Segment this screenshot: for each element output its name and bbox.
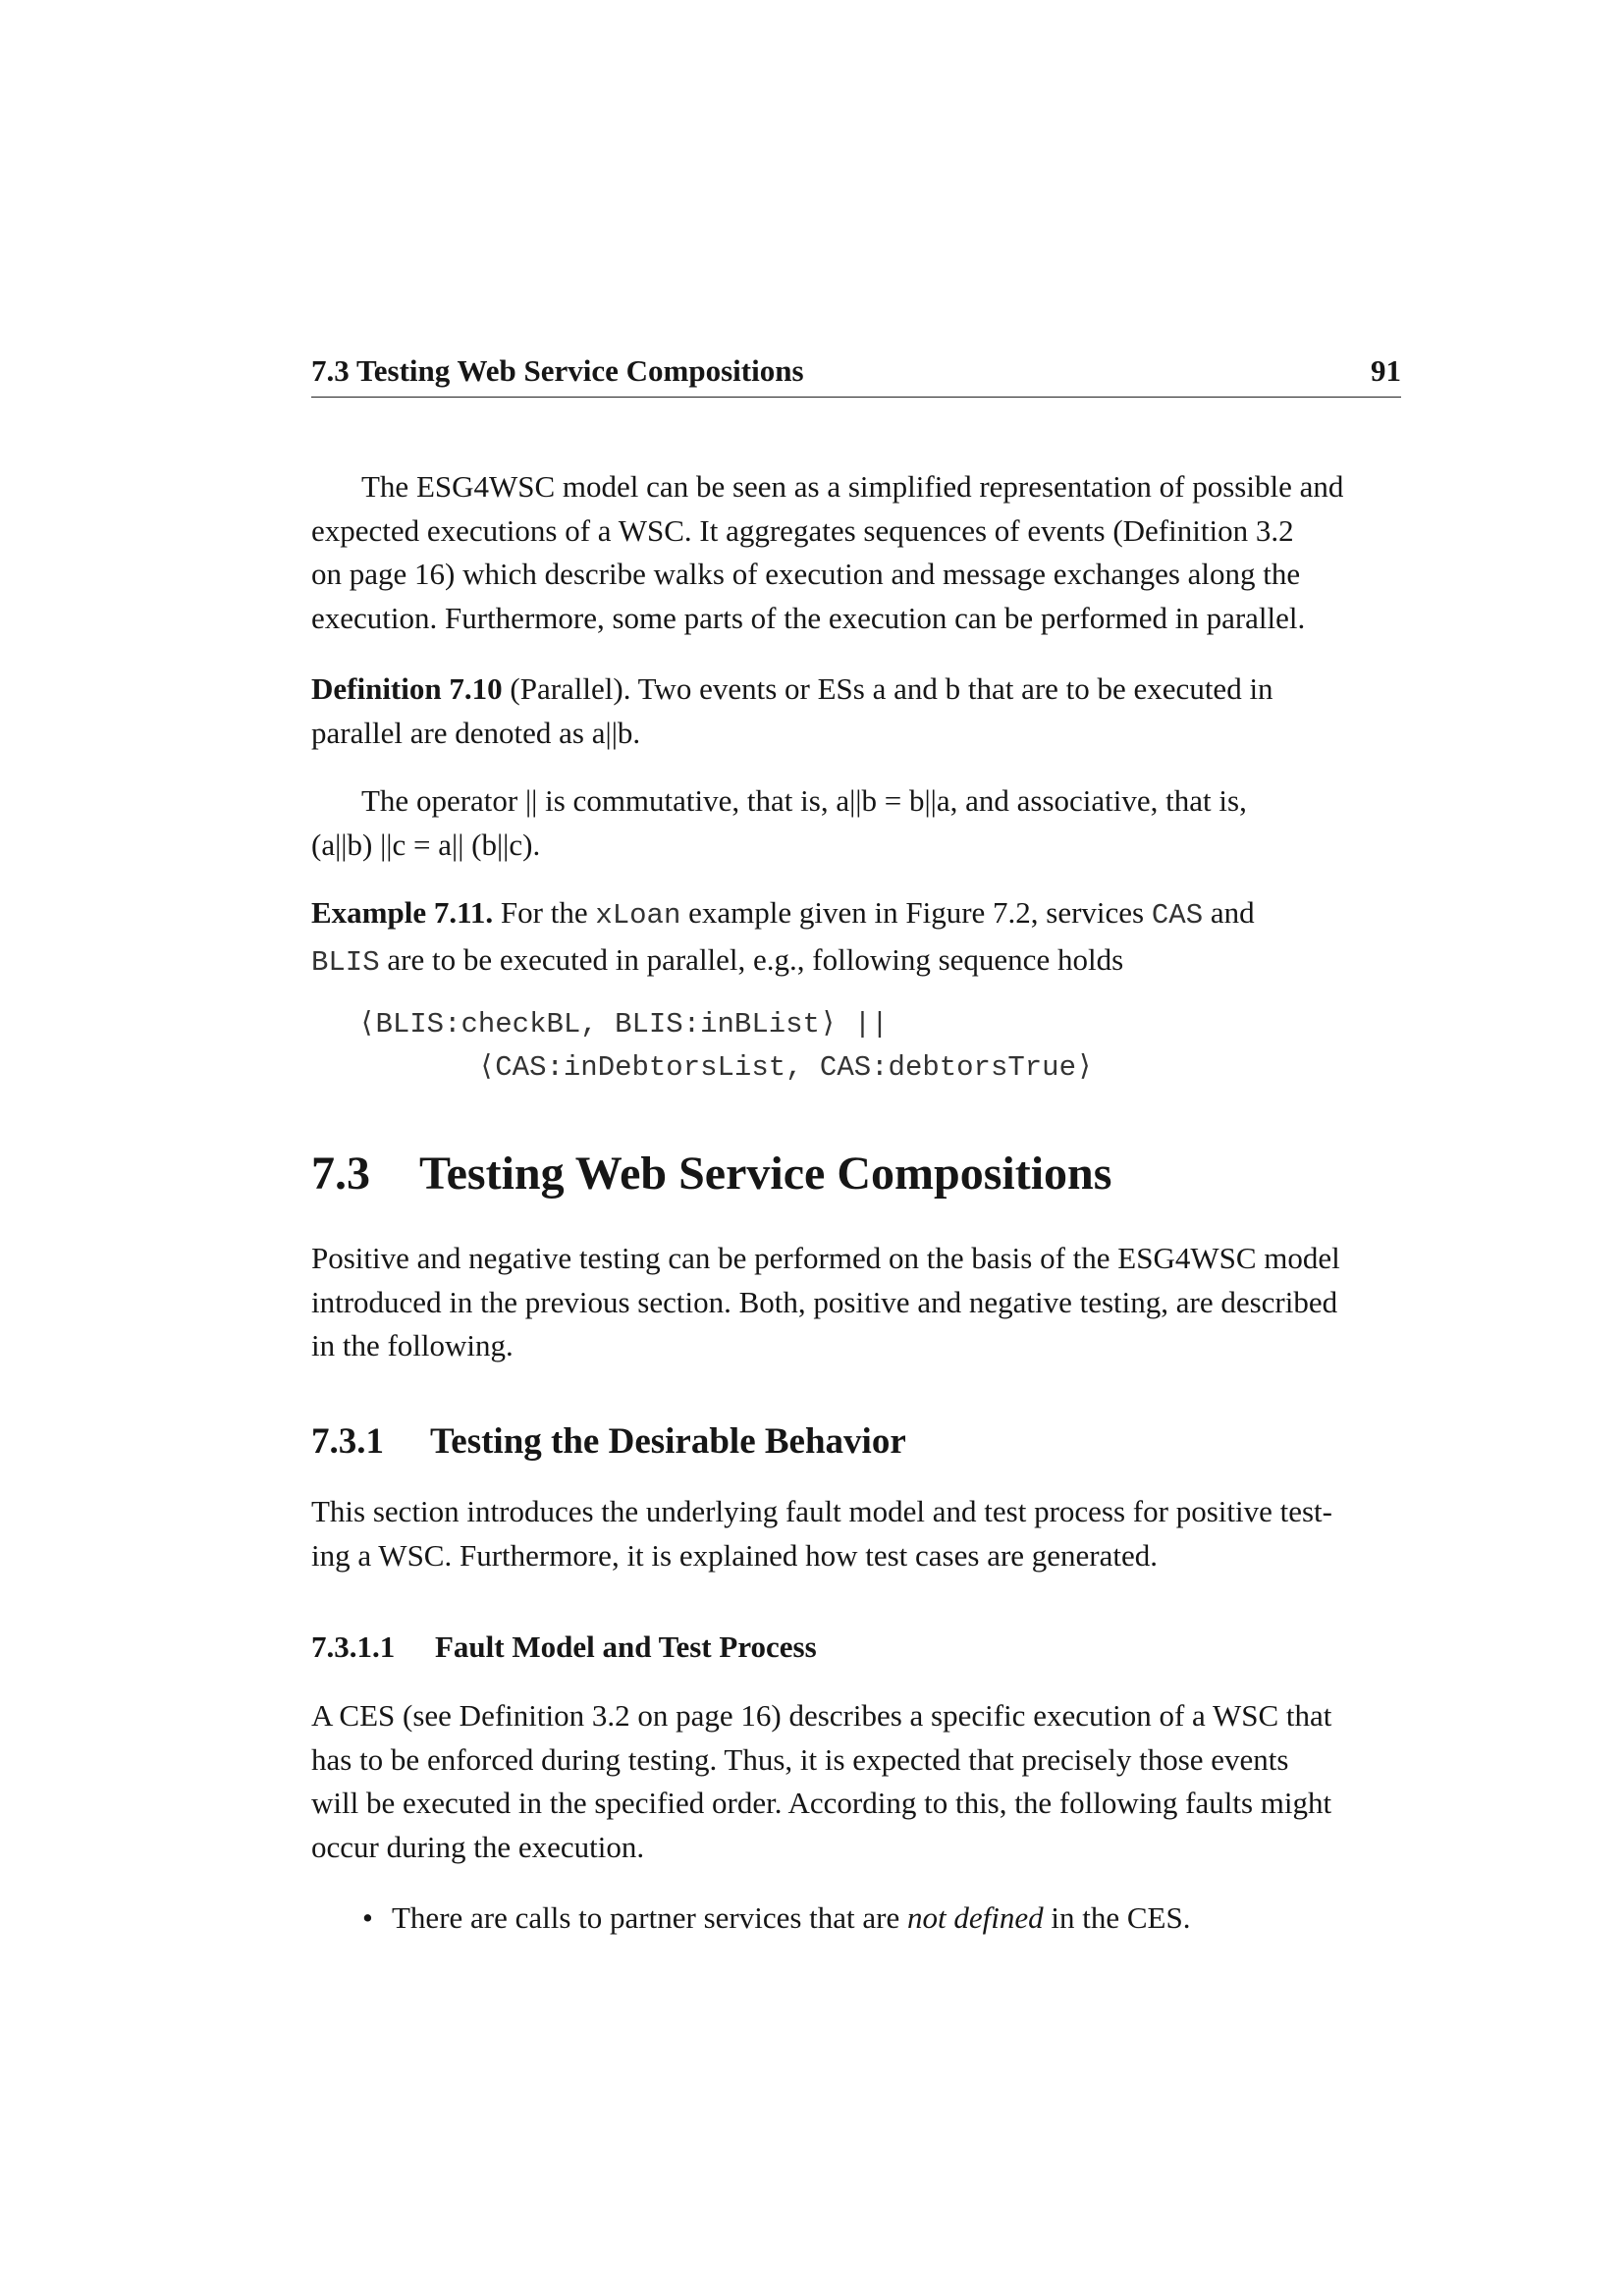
intro-line-4: execution. Furthermore, some parts of the execution can be performed in parallel. <box>311 600 1306 635</box>
subsection-line-1: This section introduces the underlying fault model and test process for positive test- <box>311 1494 1332 1528</box>
subsubsection-heading <box>311 1629 817 1665</box>
definition-7-10 <box>311 667 1401 755</box>
operator-paragraph <box>311 779 1401 867</box>
running-header-title: 7.3 Testing Web Service Compositions <box>311 353 804 388</box>
page-number: 91 <box>1371 353 1401 388</box>
example-code-blis: BLIS <box>311 945 380 979</box>
bullet-emphasis: not defined <box>907 1900 1044 1935</box>
section-paragraph <box>311 1237 1401 1368</box>
bullet-item <box>362 1896 1190 1941</box>
example-label: Example 7.11. <box>311 895 494 930</box>
section-number: 7.3 <box>311 1148 370 1200</box>
example-7-11 <box>311 891 1401 985</box>
sequence-code-block <box>358 1003 1093 1090</box>
subsubsection-title: Fault Model and Test Process <box>435 1629 817 1664</box>
definition-title: (Parallel). <box>510 671 631 706</box>
code-line-1: ⟨BLIS:checkBL, BLIS:inBList⟩ || <box>358 1008 889 1041</box>
bullet-text-1: There are calls to partner services that are <box>392 1900 900 1935</box>
subsubsection-line-3: will be executed in the specified order. According to this, the following faults might <box>311 1786 1332 1820</box>
section-line-1: Positive and negative testing can be performed on the basis of the ESG4WSC model <box>311 1241 1340 1275</box>
subsection-number: 7.3.1 <box>311 1421 384 1462</box>
intro-paragraph <box>311 465 1401 640</box>
operator-line-2: (a||b) ||c = a|| (b||c). <box>311 827 541 862</box>
code-line-2: ⟨CAS:inDebtorsList, CAS:debtorsTrue⟩ <box>358 1051 1094 1084</box>
section-heading <box>311 1147 1111 1201</box>
example-code-xloan: xLoan <box>595 899 681 932</box>
subsubsection-number: 7.3.1.1 <box>311 1629 396 1664</box>
section-title: Testing Web Service Compositions <box>419 1148 1112 1200</box>
running-header <box>311 353 1401 398</box>
example-text-2: example given in Figure 7.2, services <box>688 895 1145 930</box>
subsubsection-line-1: A CES (see Definition 3.2 on page 16) describes a specific execution of a WSC that <box>311 1698 1332 1733</box>
subsubsection-line-4: occur during the execution. <box>311 1829 645 1864</box>
example-text-1: For the <box>500 895 588 930</box>
section-line-2: introduced in the previous section. Both, positive and negative testing, are described <box>311 1284 1338 1319</box>
subsubsection-line-2: has to be enforced during testing. Thus, it is expected that precisely those events <box>311 1741 1289 1777</box>
subsection-paragraph <box>311 1490 1401 1577</box>
subsection-heading <box>311 1420 906 1463</box>
definition-line-1: Two events or ESs a and b that are to be executed in <box>637 671 1273 706</box>
intro-line-2: expected executions of a WSC. It aggregates sequences of events (Definition 3.2 <box>311 512 1294 548</box>
definition-line-2: parallel are denoted as a||b. <box>311 715 641 750</box>
definition-label: Definition 7.10 <box>311 671 503 706</box>
operator-line-1: The operator || is commutative, that is, a||b = b||a, and associative, that is, <box>361 783 1247 818</box>
bullet-text-2: in the CES. <box>1051 1900 1191 1935</box>
subsection-title: Testing the Desirable Behavior <box>430 1421 906 1462</box>
intro-line-3: on page 16) which describe walks of execution and message exchanges along the <box>311 557 1301 591</box>
example-text-4: are to be executed in parallel, e.g., following sequence holds <box>387 941 1124 977</box>
intro-line-1: The ESG4WSC model can be seen as a simplified representation of possible and <box>361 469 1344 504</box>
example-code-cas: CAS <box>1151 899 1204 932</box>
section-line-3: in the following. <box>311 1328 514 1362</box>
subsubsection-paragraph <box>311 1694 1401 1869</box>
subsection-line-2: ing a WSC. Furthermore, it is explained how test cases are generated. <box>311 1537 1159 1573</box>
bullet-icon: • <box>362 1900 373 1935</box>
example-text-3: and <box>1210 895 1255 930</box>
